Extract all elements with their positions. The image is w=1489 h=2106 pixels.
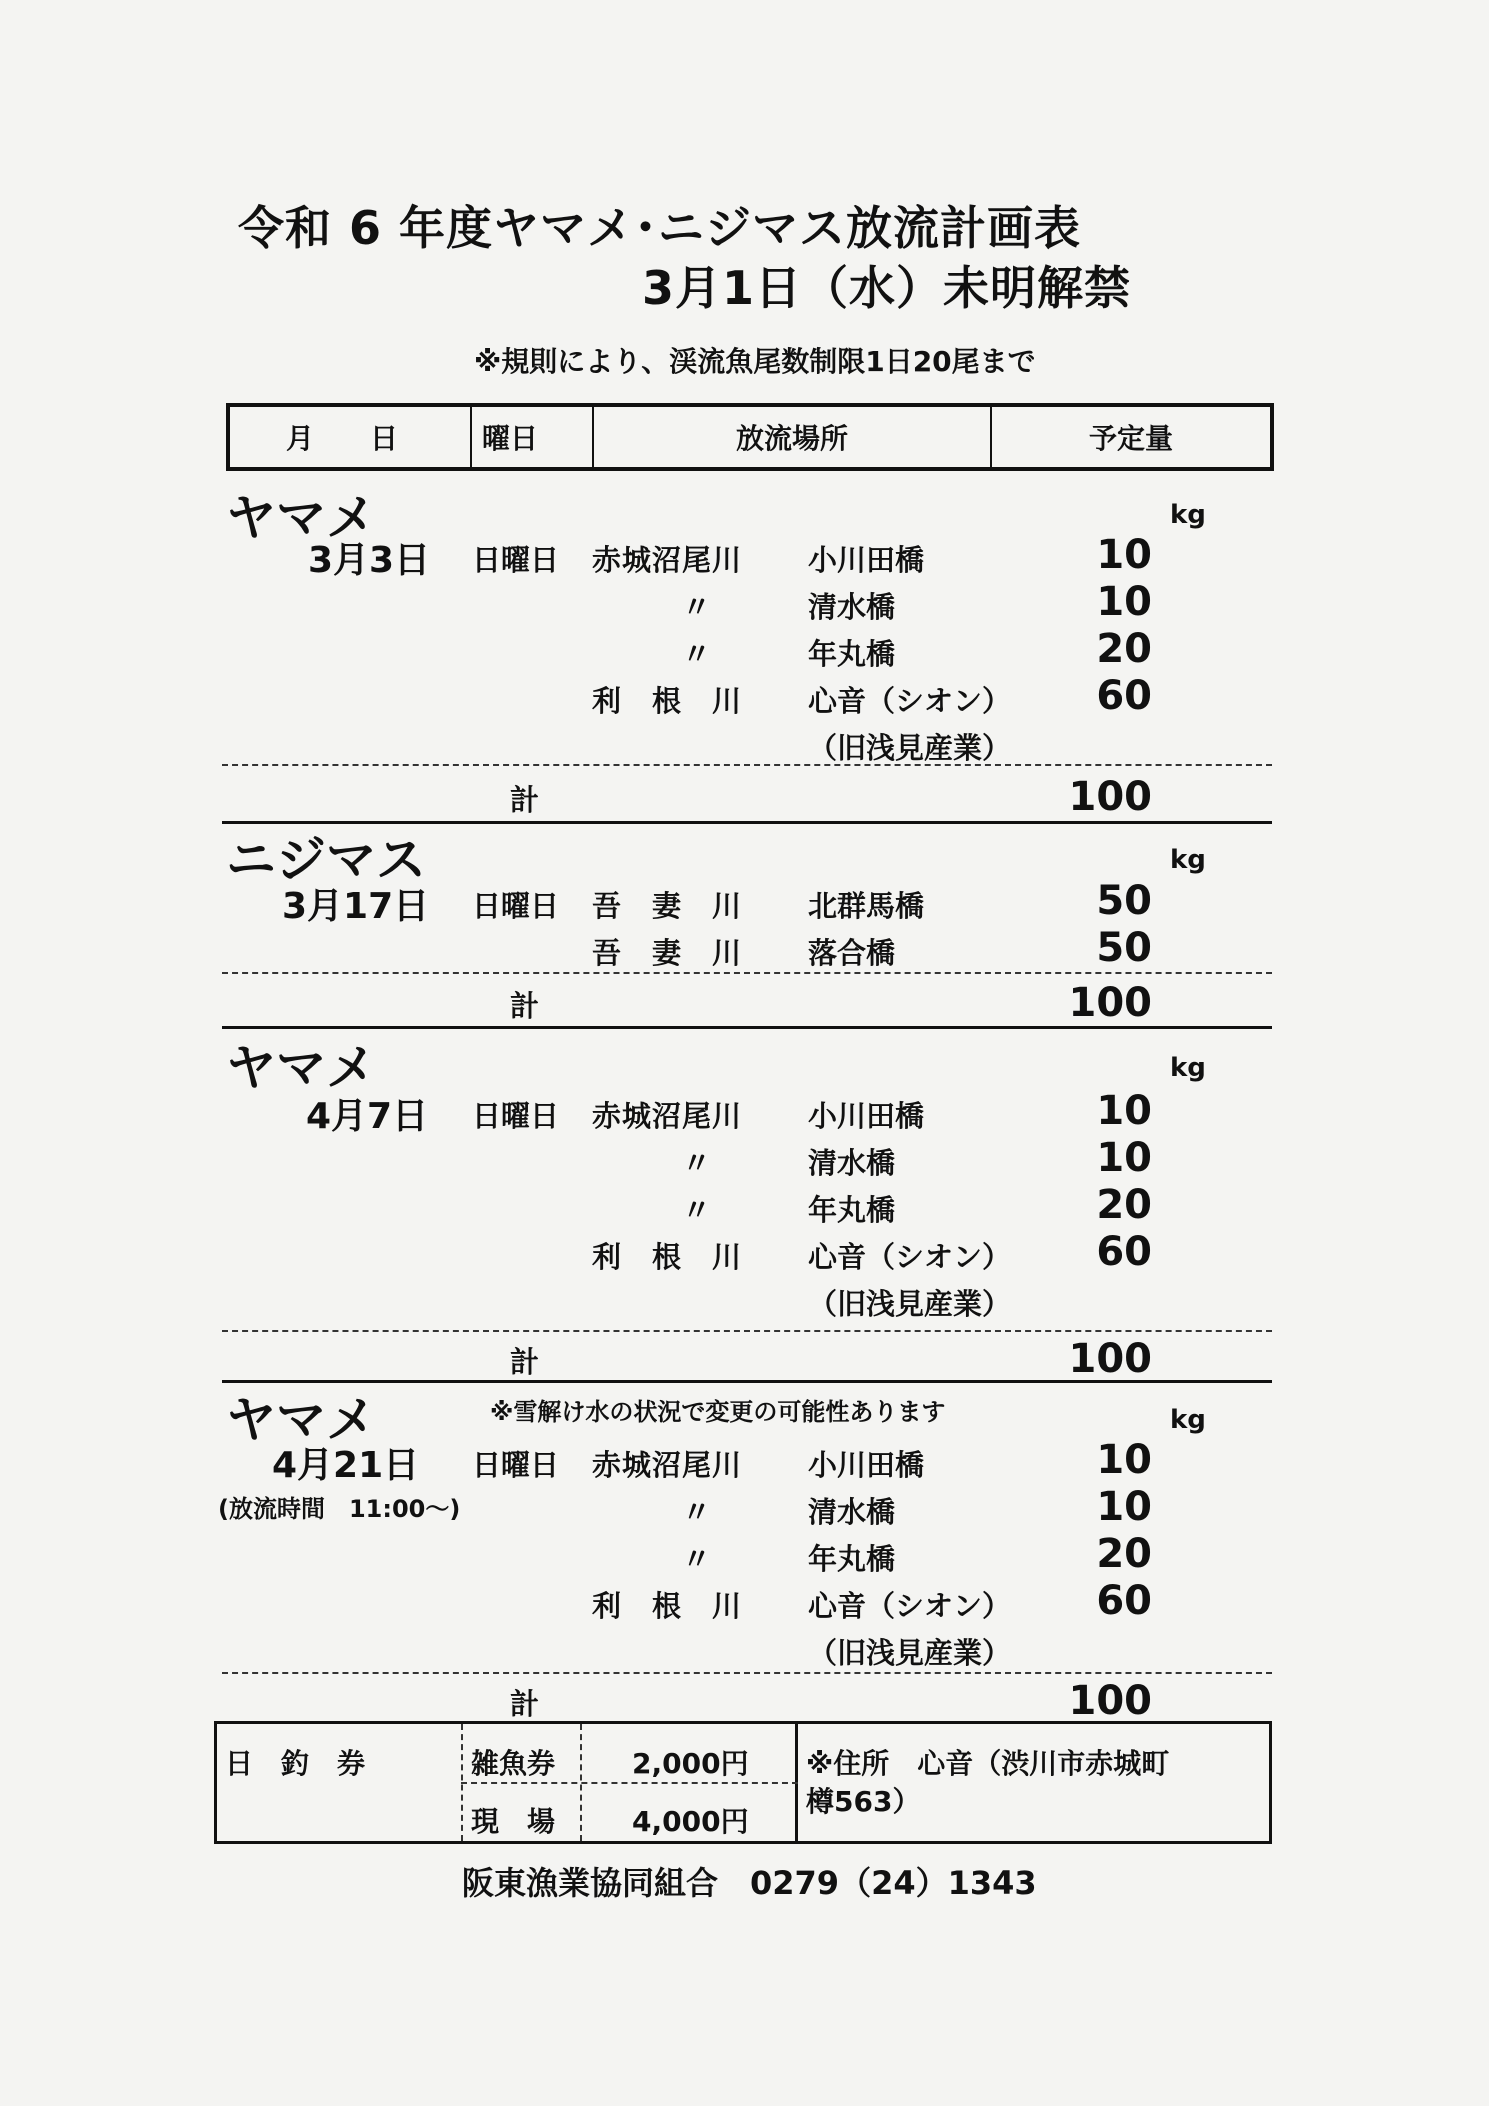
release-place: 年丸橋 <box>808 1542 896 1576</box>
total-label: 計 <box>510 1345 540 1379</box>
zakko-ticket-label: 雑魚券 <box>471 1747 556 1780</box>
header-date <box>230 407 470 467</box>
release-date: 4月7日 <box>306 1096 429 1137</box>
subtotal-divider <box>222 764 1272 766</box>
release-place: （旧浅見産業） <box>808 731 1012 765</box>
address-line-2: 樽563） <box>806 1785 921 1818</box>
river-name: 赤城沼尾川 <box>592 1448 743 1482</box>
address-cell <box>798 1724 1269 1841</box>
ticket-row-divider <box>461 1782 798 1784</box>
organization-contact: 阪東漁業協同組合 0279（24）1343 <box>462 1864 1037 1902</box>
planned-amount: 10 <box>1096 1088 1152 1134</box>
subtotal-divider <box>222 1330 1272 1332</box>
planned-amount: 10 <box>1096 1484 1152 1530</box>
rule-note: ※規則により、渓流魚尾数制限1日20尾まで <box>474 345 1036 378</box>
release-place: 小川田橋 <box>808 1099 925 1133</box>
planned-amount: 20 <box>1096 1531 1152 1577</box>
release-date: 3月17日 <box>282 886 430 927</box>
ditto-mark: 〃 <box>682 590 713 624</box>
species-heading: ヤマメ <box>226 489 376 547</box>
fishing-ticket-table <box>214 1721 1272 1844</box>
river-name: 利 根 川 <box>592 1589 743 1623</box>
release-place: 小川田橋 <box>808 543 925 577</box>
planned-amount: 10 <box>1096 532 1152 578</box>
release-weekday: 日曜日 <box>472 1099 560 1133</box>
ditto-mark: 〃 <box>682 637 713 671</box>
header-amount <box>990 407 1270 467</box>
subtotal-divider <box>222 972 1272 974</box>
release-place: 落合橋 <box>808 936 896 970</box>
release-place: 心音（シオン） <box>808 684 1012 718</box>
planned-amount: 10 <box>1096 579 1152 625</box>
planned-amount: 20 <box>1096 1182 1152 1228</box>
ditto-mark: 〃 <box>682 1495 713 1529</box>
unit-label: kg <box>1170 1405 1206 1435</box>
river-name: 赤城沼尾川 <box>592 1099 743 1133</box>
planned-amount: 50 <box>1096 878 1152 924</box>
ticket-label-cell <box>217 1724 461 1841</box>
release-place: 清水橋 <box>808 590 896 624</box>
total-amount: 100 <box>1068 980 1152 1026</box>
release-place: 年丸橋 <box>808 637 896 671</box>
unit-label: kg <box>1170 845 1206 875</box>
release-place: （旧浅見産業） <box>808 1287 1012 1321</box>
river-name: 吾 妻 川 <box>592 936 743 970</box>
header-weekday-label: 曜日 <box>482 422 539 455</box>
river-name: 利 根 川 <box>592 1240 743 1274</box>
release-weekday: 日曜日 <box>472 1448 560 1482</box>
section-divider <box>222 1380 1272 1383</box>
header-amount-label: 予定量 <box>1088 422 1173 455</box>
release-place: 清水橋 <box>808 1495 896 1529</box>
release-date: 4月21日 <box>272 1445 420 1486</box>
release-place: 心音（シオン） <box>808 1589 1012 1623</box>
river-name: 吾 妻 川 <box>592 889 743 923</box>
header-date-label: 月 日 <box>286 422 399 455</box>
total-amount: 100 <box>1068 1336 1152 1382</box>
ditto-mark: 〃 <box>682 1542 713 1576</box>
column-header-table <box>226 403 1274 471</box>
planned-amount: 10 <box>1096 1135 1152 1181</box>
document-title: 令和 6 年度ヤマメ･ニジマス放流計画表 <box>238 201 1082 255</box>
ticket-label: 日 釣 券 <box>225 1747 366 1780</box>
release-place: （旧浅見産業） <box>808 1636 1012 1670</box>
address-line-1: ※住所 心音（渋川市赤城町 <box>806 1747 1170 1780</box>
planned-amount: 60 <box>1096 1229 1152 1275</box>
header-weekday <box>470 407 592 467</box>
species-heading: ヤマメ <box>226 1391 376 1449</box>
release-weekday: 日曜日 <box>472 543 560 577</box>
section-divider <box>222 1026 1272 1029</box>
unit-label: kg <box>1170 500 1206 530</box>
genba-ticket-label: 現 場 <box>471 1805 556 1838</box>
planned-amount: 20 <box>1096 626 1152 672</box>
release-place: 清水橋 <box>808 1146 896 1180</box>
subtotal-divider <box>222 1672 1272 1674</box>
total-label: 計 <box>510 1687 540 1721</box>
release-weekday: 日曜日 <box>472 889 560 923</box>
genba-ticket-price: 4,000円 <box>632 1805 749 1838</box>
header-place <box>592 407 990 467</box>
planned-amount: 50 <box>1096 925 1152 971</box>
species-heading: ニジマス <box>226 831 426 889</box>
release-place: 年丸橋 <box>808 1193 896 1227</box>
header-place-label: 放流場所 <box>735 422 848 455</box>
planned-amount: 10 <box>1096 1437 1152 1483</box>
release-place: 小川田橋 <box>808 1448 925 1482</box>
total-label: 計 <box>510 783 540 817</box>
planned-amount: 60 <box>1096 673 1152 719</box>
unit-label: kg <box>1170 1053 1206 1083</box>
total-amount: 100 <box>1068 774 1152 820</box>
change-note: ※雪解け水の状況で変更の可能性あります <box>490 1398 946 1426</box>
planned-amount: 60 <box>1096 1578 1152 1624</box>
total-label: 計 <box>510 989 540 1023</box>
release-date: 3月3日 <box>308 540 431 581</box>
ditto-mark: 〃 <box>682 1146 713 1180</box>
total-amount: 100 <box>1068 1678 1152 1724</box>
opening-date-title: 3月1日（水）未明解禁 <box>642 261 1132 315</box>
release-place: 心音（シオン） <box>808 1240 1012 1274</box>
ditto-mark: 〃 <box>682 1193 713 1227</box>
species-heading: ヤマメ <box>226 1039 376 1097</box>
release-place: 北群馬橋 <box>808 889 925 923</box>
release-time: (放流時間 11:00～) <box>218 1495 461 1523</box>
river-name: 赤城沼尾川 <box>592 543 743 577</box>
river-name: 利 根 川 <box>592 684 743 718</box>
zakko-ticket-price: 2,000円 <box>632 1747 749 1780</box>
